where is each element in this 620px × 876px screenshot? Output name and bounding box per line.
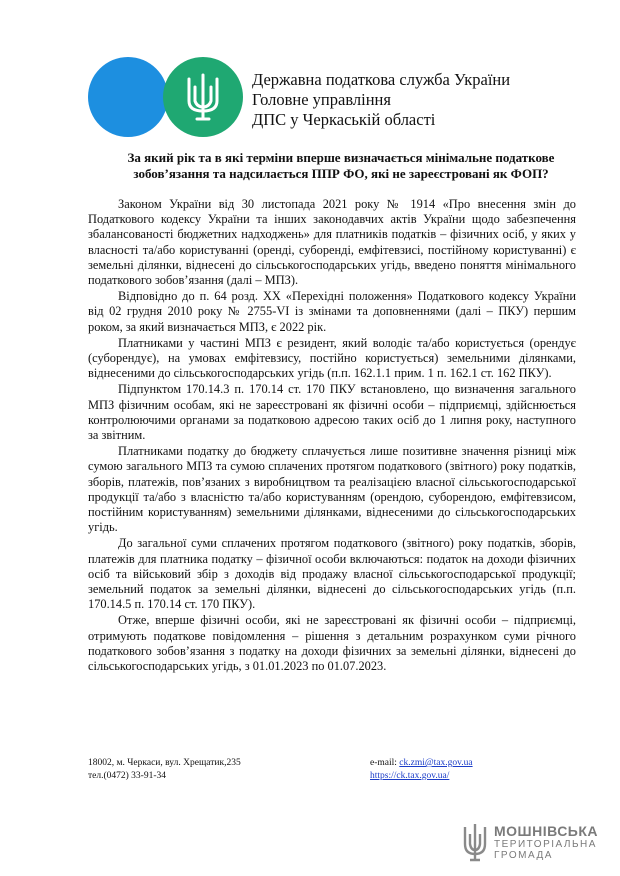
organization-name <box>252 70 510 130</box>
footer-phone: тел.(0472) 33-91-34 <box>88 771 167 781</box>
website-link[interactable]: https://ck.tax.gov.ua/ <box>370 771 450 781</box>
trident-icon <box>183 71 223 123</box>
org-line-2: Головне управління <box>252 90 391 109</box>
community-watermark <box>462 822 598 862</box>
paragraph-6: До загальної суми сплачених протягом податкового (звітного) року податків, зборів, платежів для платника податку – фізичної особи включаються: податок на доходи фізичних осіб та військовий збір з доходів від продажу власної сільськогосподарської продукції; земельний податок за земельні ділянки, віднесені до сільськогосподарських угідь (п.п. 170.14.5 п. 170.14 ст. 170 ПКУ). <box>88 536 576 612</box>
paragraph-5: Платниками податку до бюджету сплачується лише позитивне значення різниці між сумою загального МПЗ та сумою сплачених протягом податкового (звітного) року податків, зборів, платежів, пов’язаних з виробництвом та реалізацією власної сільськогосподарської продукції та/або з власністю та/або користуванням (орендою, суборендою, емфітевзисом, постійним користуванням) земельними ділянками, віднесеними до сільськогосподарських угідь. <box>88 444 576 535</box>
paragraph-7: Отже, вперше фізичні особи, які не зареєстровані як фізичні особи – підприємці, отримують податкове повідомлення – рішення з детальним розрахунком суми річного податкового зобов’язання з податку на доходи фізичних за земельні ділянки, віднесені до сільськогосподарських угідь, з 01.01.2023 по 01.07.2023. <box>88 613 576 674</box>
dps-logo-green-circle <box>163 57 243 137</box>
footer-address: 18002, м. Черкаси, вул. Хрещатик,235 <box>88 758 241 768</box>
footer-email-row <box>370 757 473 770</box>
watermark-line-1: МОШНІВСЬКА <box>494 822 599 839</box>
paragraph-2: Відповідно до п. 64 розд. XX «Перехідні положення» Податкового кодексу України від 02 грудня 2010 року № 2755-VI із змінами та доповненнями (далі – ПКУ) першим роком, за який визначається МПЗ, є 2022 рік. <box>88 289 576 334</box>
watermark-line-3: ГРОМАДА <box>494 849 553 861</box>
article-body <box>88 197 576 675</box>
email-label: e-mail: <box>370 758 400 768</box>
footer-contacts <box>88 757 241 783</box>
email-link[interactable]: ck.zmi@tax.gov.ua <box>399 758 473 768</box>
paragraph-4: Підпунктом 170.14.3 п. 170.14 ст. 170 ПКУ встановлено, що визначення загального МПЗ фізичним особам, які не зареєстровані як фізичні особи – підприємці, здійснюється контролюючими органами за податковою адресою таких осіб до 1 липня року, наступного за звітним. <box>88 382 576 443</box>
org-line-3: ДПС у Черкаській області <box>252 110 436 129</box>
trident-icon <box>462 822 488 862</box>
footer-online <box>370 757 473 783</box>
paragraph-3: Платниками у частині МПЗ є резидент, який володіє та/або користується (орендує (суборендує), на умовах емфітевзису, постійно користується) земельними ділянками, віднесеними до сільськогосподарських угідь (п.п. 162.1.1 прим. 1 п. 162.1 ст. 162 ПКУ). <box>88 335 576 381</box>
org-line-1: Державна податкова служба України <box>252 70 511 89</box>
watermark-line-2: ТЕРИТОРІАЛЬНА <box>494 838 597 850</box>
dps-logo-blue-circle <box>88 57 168 137</box>
article-title: За який рік та в які терміни вперше визначається мінімальне податкове зобов’язання та надсилається ППР ФО, які не зареєстровані як ФОП? <box>127 150 555 181</box>
paragraph-1: Законом України від 30 листопада 2021 року № 1914 «Про внесення змін до Податкового кодексу України та інших законодавчих актів України щодо забезпечення збалансованості бюджетних надходжень» для платників податків – фізичних осіб, у яких у власності та/або користуванні (оренді, суборенді, емфітевзисі, постійному користуванні) є земельні ділянки, віднесені до сільськогосподарських угідь, введено поняття мінімального податкового зобов’язання (далі – МПЗ). <box>88 197 576 288</box>
